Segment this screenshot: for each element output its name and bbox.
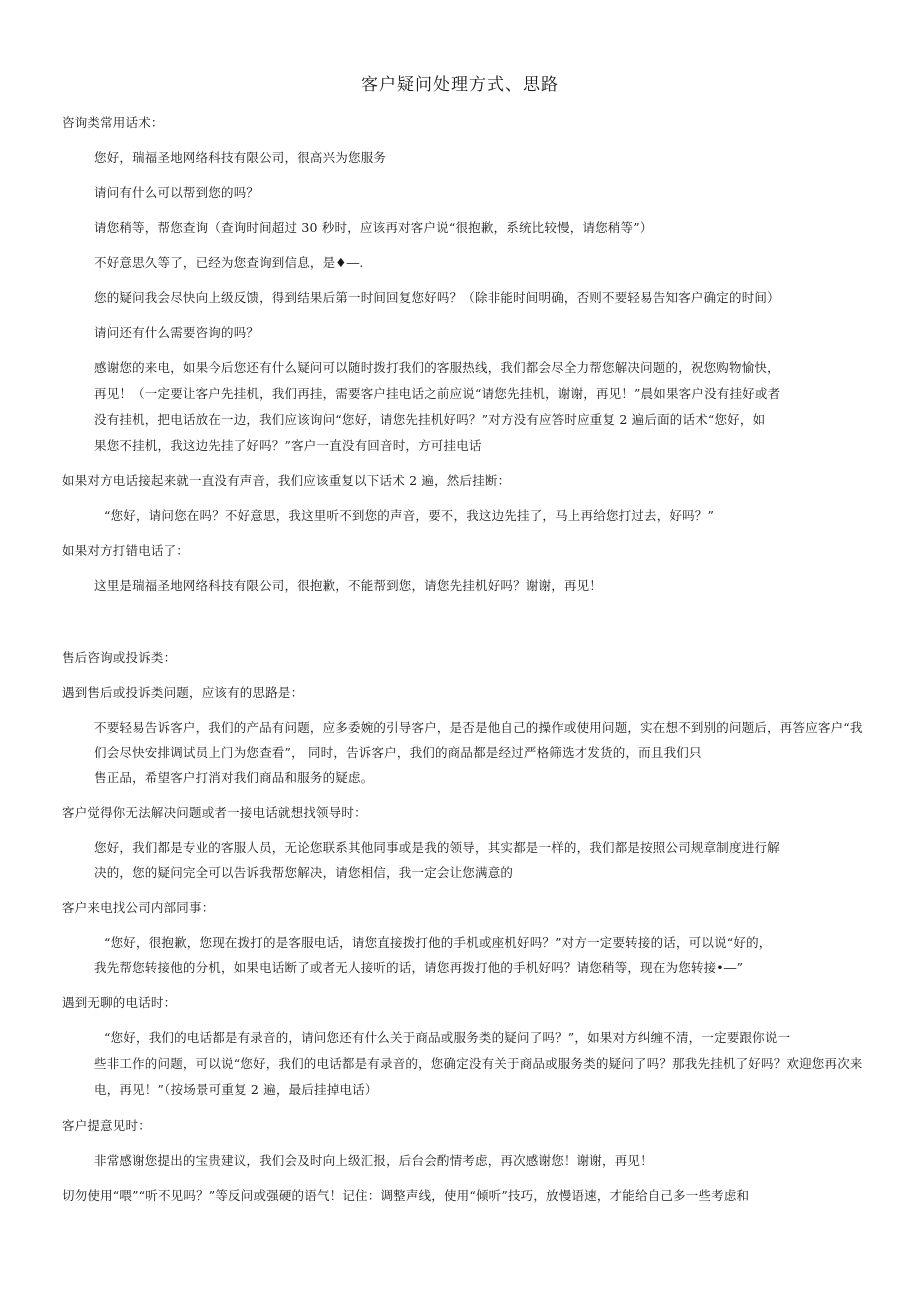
after-sales-subheading: 遇到售后或投诉类问题，应该有的思路是：	[62, 685, 304, 700]
script-can-help: 请问有什么可以帮到您的吗？	[94, 185, 260, 200]
section-heading-internal-colleague: 客户来电找公司内部同事：	[62, 900, 215, 915]
script-thanks-line-2: 再见！（一定要让客户先挂机，我们再挂，需要客户挂电话之前应说“请您先挂机，谢谢，再见！”晨如果客户没有挂好或者	[94, 386, 781, 401]
section-heading-suggestion: 客户提意见时：	[62, 1118, 151, 1133]
after-sales-line-1: 不要轻易告诉客户，我们的产品有问题，应多委婉的引导客户，是否是他自己的操作或使用问题，实在想不到别的问题后，再答应客户“我	[94, 720, 863, 735]
script-feedback: 您的疑问我会尽快向上级反馈，得到结果后第一时间回复您好吗？（除非能时间明确，否则不要轻易告知客户确定的时间）	[94, 290, 780, 305]
page-title: 客户疑问处理方式、思路	[361, 75, 559, 95]
suggestion-script: 非常感谢您提出的宝贵建议，我们会及时向上级汇报，后台会酌情考虑，再次感谢您！谢谢，再见！	[94, 1153, 653, 1168]
leader-request-line-2: 决的，您的疑问完全可以告诉我帮您解决，请您相信，我一定会让您满意的	[94, 865, 514, 880]
script-thanks-line-4: 果您不挂机，我这边先挂了好吗？”客户一直没有回音时，方可挂电话	[94, 438, 482, 453]
section-heading-leader-request: 客户觉得你无法解决问题或者一接电话就想找领导时：	[62, 805, 367, 820]
script-thanks-line-1: 感谢您的来电，如果今后您还有什么疑问可以随时拨打我们的客服热线，我们都会尽全力帮您解决问题的，祝您购物愉快，	[94, 360, 780, 375]
leader-request-line-1: 您好，我们都是专业的客服人员，无论您联系其他同事或是我的领导，其实都是一样的，我们都是按照公司规章制度进行解	[94, 840, 780, 855]
script-thanks-line-3: 没有挂机，把电话放在一边，我们应该询问“您好，请您先挂机好吗？”对方没有应答时应重复 2 遍后面的话术“您好，如	[94, 412, 766, 427]
script-anything-else: 请问还有什么需要咨询的吗？	[94, 325, 260, 340]
nuisance-call-line-3: 电，再见！”（按场景可重复 2 遍，最后挂掉电话）	[94, 1082, 378, 1097]
nuisance-call-line-2: 些非工作的问题，可以说“您好，我们的电话都是有录音的，您确定没有关于商品或服务类的疑问了吗？那我先挂机了好吗？欢迎您再次来	[94, 1056, 863, 1071]
section-heading-after-sales: 售后咨询或投诉类：	[62, 650, 177, 665]
section-heading-nuisance-call: 遇到无聊的电话时：	[62, 995, 177, 1010]
script-sorry-wait: 不好意思久等了，已经为您查询到信息，是♦―.	[94, 255, 364, 270]
after-sales-line-3: 售正品，希望客户打消对我们商品和服务的疑虑。	[94, 770, 374, 785]
script-please-wait: 请您稍等，帮您查询（查询时间超过 30 秒时，应该再对客户说“很抱歉，系统比较慢，请您稍等”）	[94, 220, 653, 235]
section-heading-silent-call: 如果对方电话接起来就一直没有声音，我们应该重复以下话术 2 遍，然后挂断：	[62, 473, 511, 488]
script-wrong-number: 这里是瑞福圣地网络科技有限公司，很抱歉，不能帮到您，请您先挂机好吗？谢谢，再见！	[94, 578, 603, 593]
script-greeting: 您好，瑞福圣地网络科技有限公司，很高兴为您服务	[94, 150, 387, 165]
internal-colleague-line-2: 我先帮您转接他的分机，如果电话断了或者无人接听的话，请您再拨打他的手机好吗？请您稍等，现在为您转接•―”	[94, 960, 744, 975]
section-heading-consult: 咨询类常用话术：	[62, 115, 164, 130]
after-sales-line-2: 们会尽快安排调试员上门为您查看”， 同时，告诉客户，我们的商品都是经过严格筛选才发货的，而且我们只	[94, 745, 702, 760]
section-heading-wrong-number: 如果对方打错电话了：	[62, 543, 190, 558]
internal-colleague-line-1: “您好，很抱歉，您现在拨打的是客服电话，请您直接拨打他的手机或座机好吗？”对方一定要转接的话，可以说“好的，	[104, 935, 772, 950]
nuisance-call-line-1: “您好，我们的电话都是有录音的，请问您还有什么关于商品或服务类的疑问了吗？”，如果对方纠缠不清，一定要跟你说一	[104, 1030, 791, 1045]
closing-advice: 切勿使用“喂”“听不见吗？”等反问或强硬的语气！记住：调整声线，使用“倾听”技巧，放慢语速，才能给自己多一些考虑和	[62, 1188, 750, 1203]
script-silent-call: “您好，请问您在吗？不好意思，我这里听不到您的声音，要不，我这边先挂了，马上再给您打过去，好吗？”	[104, 508, 715, 523]
